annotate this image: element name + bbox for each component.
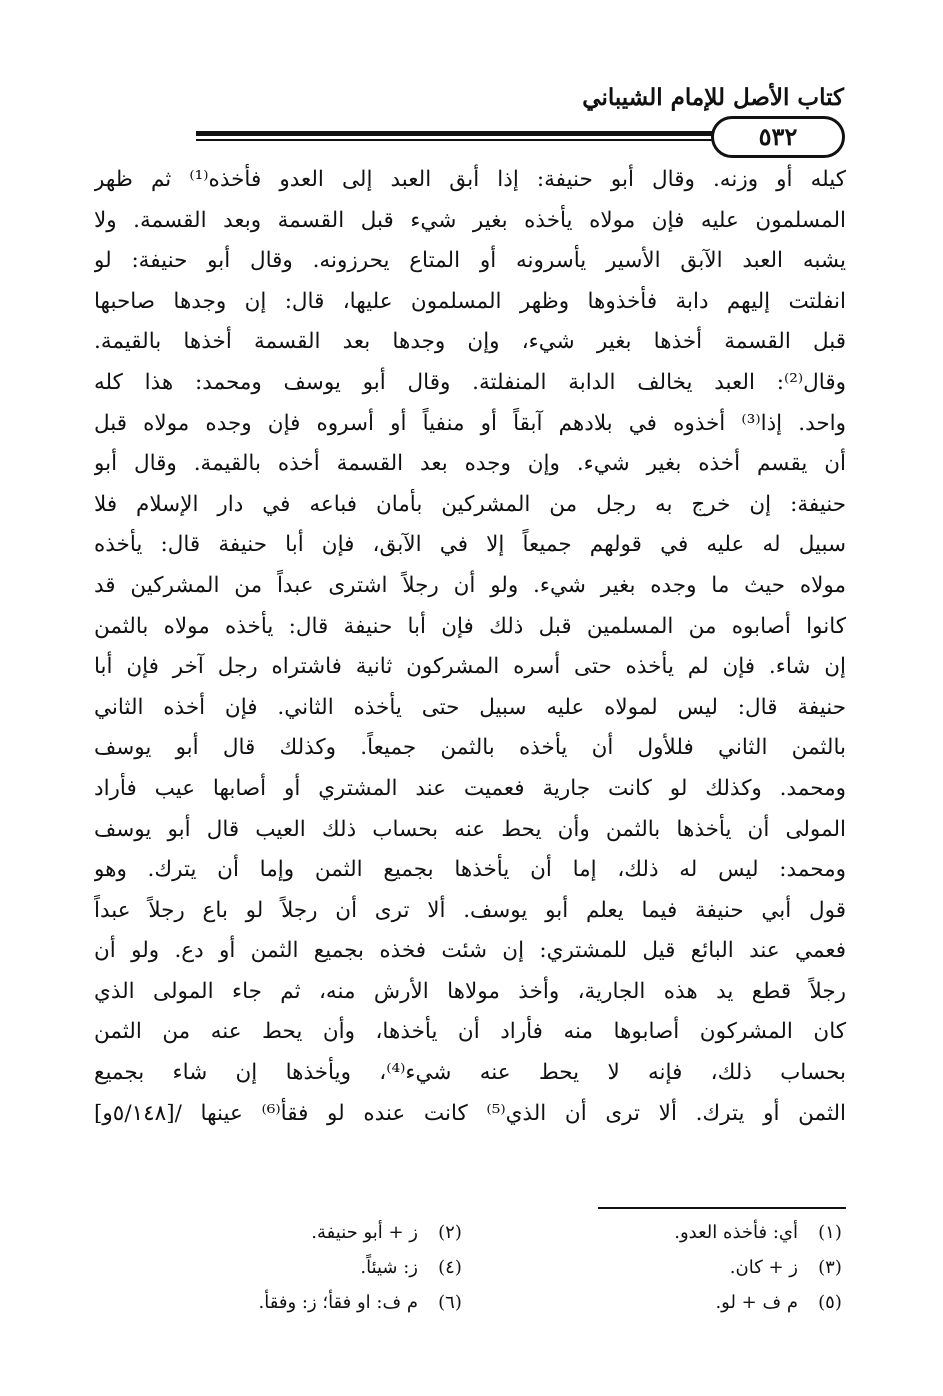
text-line: قول أبي حنيفة فيما يعلم أبو يوسف. ألا ترى أن رجلاً لو باع رجلاً عبداً [94, 897, 846, 923]
footnote-text: أي: فأخذه العدو. [674, 1222, 798, 1243]
body-text [94, 160, 846, 1134]
footnote-number: (٦) [438, 1292, 462, 1313]
text-line: واحد. إذا⁽³⁾ أخذوه في بلادهم آبقاً أو منفياً أو أسروه فإن وجده مولاه قبل [94, 410, 846, 436]
text-line: بحساب ذلك، فإنه لا يحط عنه شيء⁽⁴⁾، ويأخذها إن شاء بجميع [94, 1060, 846, 1086]
text-line: حنيفة قال: ليس لمولاه عليه سبيل حتى يأخذه الثاني. فإن أخذه الثاني [94, 694, 846, 720]
text-line: سبيل له عليه في قولهم جميعاً إلا في الآبق، فإن أبا حنيفة قال: يأخذه [94, 532, 846, 558]
text-line: قبل القسمة أخذها بغير شيء، وإن وجدها بعد القسمة أخذها بالقيمة. [94, 329, 846, 355]
page-header [86, 78, 846, 151]
footnote-text: م ف: او فقأ؛ ز: وفقأ. [258, 1292, 418, 1313]
footnote [90, 1257, 470, 1292]
footnote-number: (٥) [818, 1292, 842, 1313]
footnote [90, 1292, 470, 1327]
footnotes [90, 1222, 850, 1327]
footnote-text: م ف + لو. [715, 1292, 798, 1313]
text-line: إن شاء. فإن لم يأخذه حتى أسره المشركون ثانية فاشتراه رجل آخر فإن أبا [94, 654, 846, 680]
text-line: انفلتت إليهم دابة فأخذوها وظهر المسلمون عليها، قال: إن وجدها صاحبها [94, 288, 846, 314]
footnote [470, 1222, 850, 1257]
text-line: كانوا أصابوه من المسلمين قبل ذلك فإن أبا حنيفة قال: يأخذه مولاه بالثمن [94, 613, 846, 639]
footnote [470, 1257, 850, 1292]
text-line: بالثمن الثاني فللأول أن يأخذه بالثمن جميعاً. وكذلك قال أبو يوسف [94, 735, 846, 761]
book-title: كتاب الأصل للإمام الشيباني [582, 84, 844, 111]
text-line: مولاه حيث ما وجده بغير شيء. ولو أن رجلاً اشترى عبداً من المشركين قد [94, 572, 846, 598]
text-line: ومحمد. وكذلك لو كانت جارية فعميت عند المشتري أو أصابها عيب فأراد [94, 775, 846, 801]
footnote-number: (٢) [438, 1222, 462, 1243]
footnote-number: (٤) [438, 1257, 462, 1278]
footnote-text: ز: شيئاً. [360, 1257, 418, 1278]
text-line: حنيفة: إن خرج به رجل من المشركين بأمان فباعه في دار الإسلام فلا [94, 491, 846, 517]
text-line: كيله أو وزنه. وقال أبو حنيفة: إذا أبق العبد إلى العدو فأخذه⁽¹⁾ ثم ظهر [94, 167, 846, 192]
footnote-text: ز + كان. [729, 1257, 798, 1278]
footnote [470, 1292, 850, 1327]
footnote-number: (٣) [818, 1257, 842, 1278]
footnote-number: (١) [818, 1222, 842, 1243]
footnote-text: ز + أبو حنيفة. [311, 1222, 418, 1243]
text-line: الثمن أو يترك. ألا ترى أن الذي⁽⁵⁾ كانت عنده لو فقأ⁽⁶⁾ عينها /[٥/١٤٨و] [94, 1100, 846, 1126]
text-line: رجلاً قطع يد هذه الجارية، وأخذ مولاها الأرش منه، ثم جاء المولى الذي [94, 978, 846, 1004]
text-line: أن يقسم أخذه بغير شيء. وإن وجده بعد القسمة أخذه بالقيمة. وقال أبو [94, 451, 846, 477]
text-line: وقال⁽²⁾: العبد يخالف الدابة المنفلتة. وقال أبو يوسف ومحمد: هذا كله [94, 369, 846, 395]
text-line: المسلمون عليه فإن مولاه يأخذه بغير شيء قبل القسمة وبعد القسمة. ولا [94, 207, 846, 233]
text-line: ومحمد: ليس له ذلك، إما أن يأخذها بجميع الثمن وإما أن يترك. وهو [94, 857, 846, 883]
footnote-separator [598, 1207, 846, 1209]
text-line: المولى أن يأخذها بالثمن وأن يحط عنه بحساب ذلك العيب قال أبو يوسف [94, 816, 846, 842]
text-line: يشبه العبد الآبق الأسير يأسرونه أو المتاع يحرزونه. وقال أبو حنيفة: لو [94, 248, 846, 274]
text-line: كان المشركون أصابوها منه فأراد أن يأخذها، وأن يحط عنه من الثمن [94, 1019, 846, 1045]
footnote [90, 1222, 470, 1257]
text-line: فعمي عند البائع قيل للمشتري: إن شئت فخذه بجميع الثمن أو دع. ولو أن [94, 938, 846, 964]
page-number: ٥٣٢ [711, 116, 845, 158]
